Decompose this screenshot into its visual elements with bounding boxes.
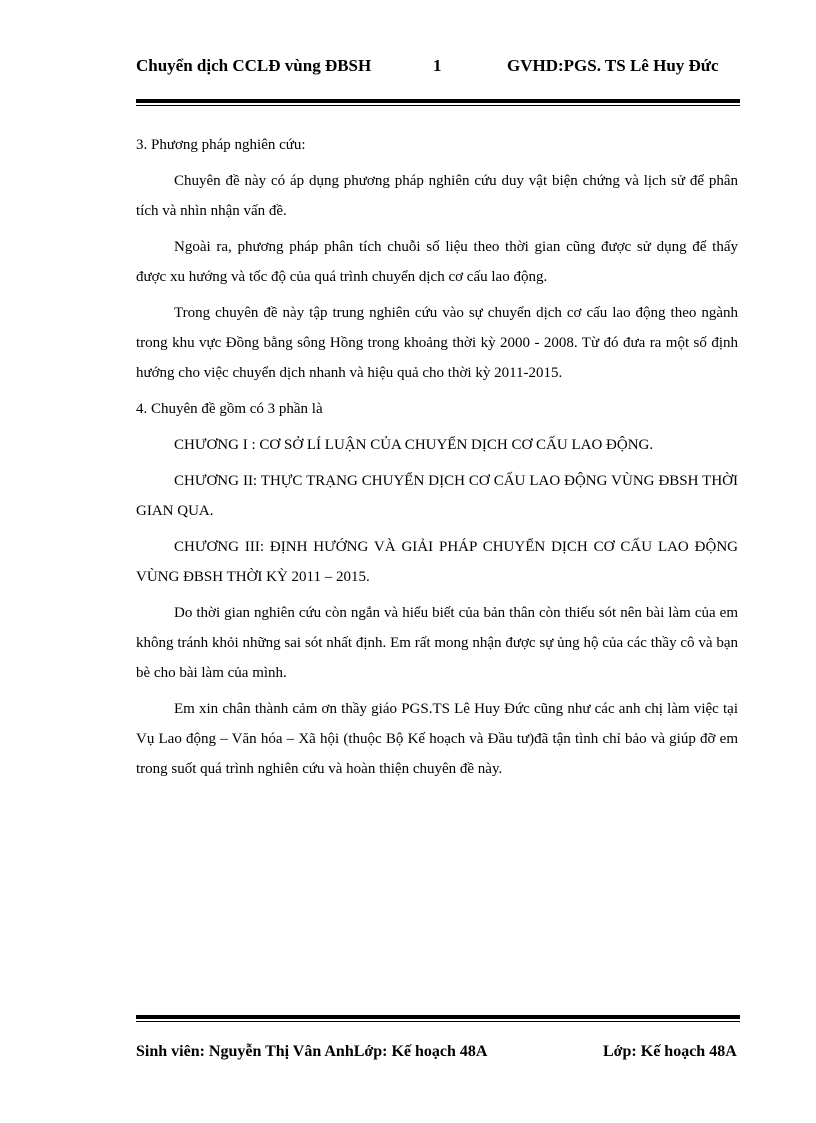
chapter-2-title: CHƯƠNG II: THỰC TRẠNG CHUYỂN DỊCH CƠ CẤU LAO ĐỘNG VÙNG ĐBSH THỜI GIAN QUA. [136, 473, 738, 519]
header-supervisor: GVHD:PGS. TS Lê Huy Đức [507, 56, 719, 75]
footer-rule [136, 1015, 740, 1022]
footer-class: Lớp: Kế hoạch 48A [603, 1043, 737, 1060]
page-number: 1 [433, 56, 442, 75]
paragraph-apology: Do thời gian nghiên cứu còn ngắn và hiểu biết của bản thân còn thiếu sót nên bài làm của em không tránh khỏi những sai sót nhất định. Em rất mong nhận được sự ủng hộ của các thầy cô và bạn bè cho bài làm của mình. [136, 605, 738, 681]
section-4-heading: 4. Chuyên đề gồm có 3 phần là [136, 401, 323, 417]
page-header [136, 56, 740, 84]
header-title: Chuyển dịch CCLĐ vùng ĐBSH [136, 56, 372, 75]
chapter-3-title: CHƯƠNG III: ĐỊNH HƯỚNG VÀ GIẢI PHÁP CHUYỂN DỊCH CƠ CẤU LAO ĐỘNG VÙNG ĐBSH THỜI KỲ 2011 – 2015. [136, 539, 738, 585]
section-3-heading: 3. Phương pháp nghiên cứu: [136, 137, 306, 153]
header-rule [136, 99, 740, 106]
paragraph-method-1: Chuyên đề này có áp dụng phương pháp nghiên cứu duy vật biện chứng và lịch sử để phân tích và nhìn nhận vấn đề. [136, 173, 738, 219]
chapter-1-title: CHƯƠNG I : CƠ SỞ LÍ LUẬN CỦA CHUYỂN DỊCH CƠ CẤU LAO ĐỘNG. [174, 437, 654, 453]
paragraph-scope: Trong chuyên đề này tập trung nghiên cứu vào sự chuyển dịch cơ cấu lao động theo ngành trong khu vực Đồng bằng sông Hồng trong khoảng thời kỳ 2000 - 2008. Từ đó đưa ra một số định hướng cho việc chuyển dịch nhanh và hiệu quả cho thời kỳ 2011-2015. [136, 305, 738, 381]
footer-student: Sinh viên: Nguyễn Thị Vân AnhLớp: Kế hoạch 48A [136, 1043, 488, 1060]
paragraph-thanks: Em xin chân thành cảm ơn thầy giáo PGS.TS Lê Huy Đức cũng như các anh chị làm việc tại Vụ Lao động – Văn hóa – Xã hội (thuộc Bộ Kế hoạch và Đầu tư)đã tận tình chỉ bảo và giúp đỡ em trong suốt quá trình nghiên cứu và hoàn thiện chuyên đề này. [136, 701, 738, 777]
document-body [136, 130, 738, 790]
page-footer [136, 1043, 776, 1071]
paragraph-method-2: Ngoài ra, phương pháp phân tích chuỗi số liệu theo thời gian cũng được sử dụng để thấy được xu hướng và tốc độ của quá trình chuyển dịch cơ cấu lao động. [136, 239, 738, 285]
